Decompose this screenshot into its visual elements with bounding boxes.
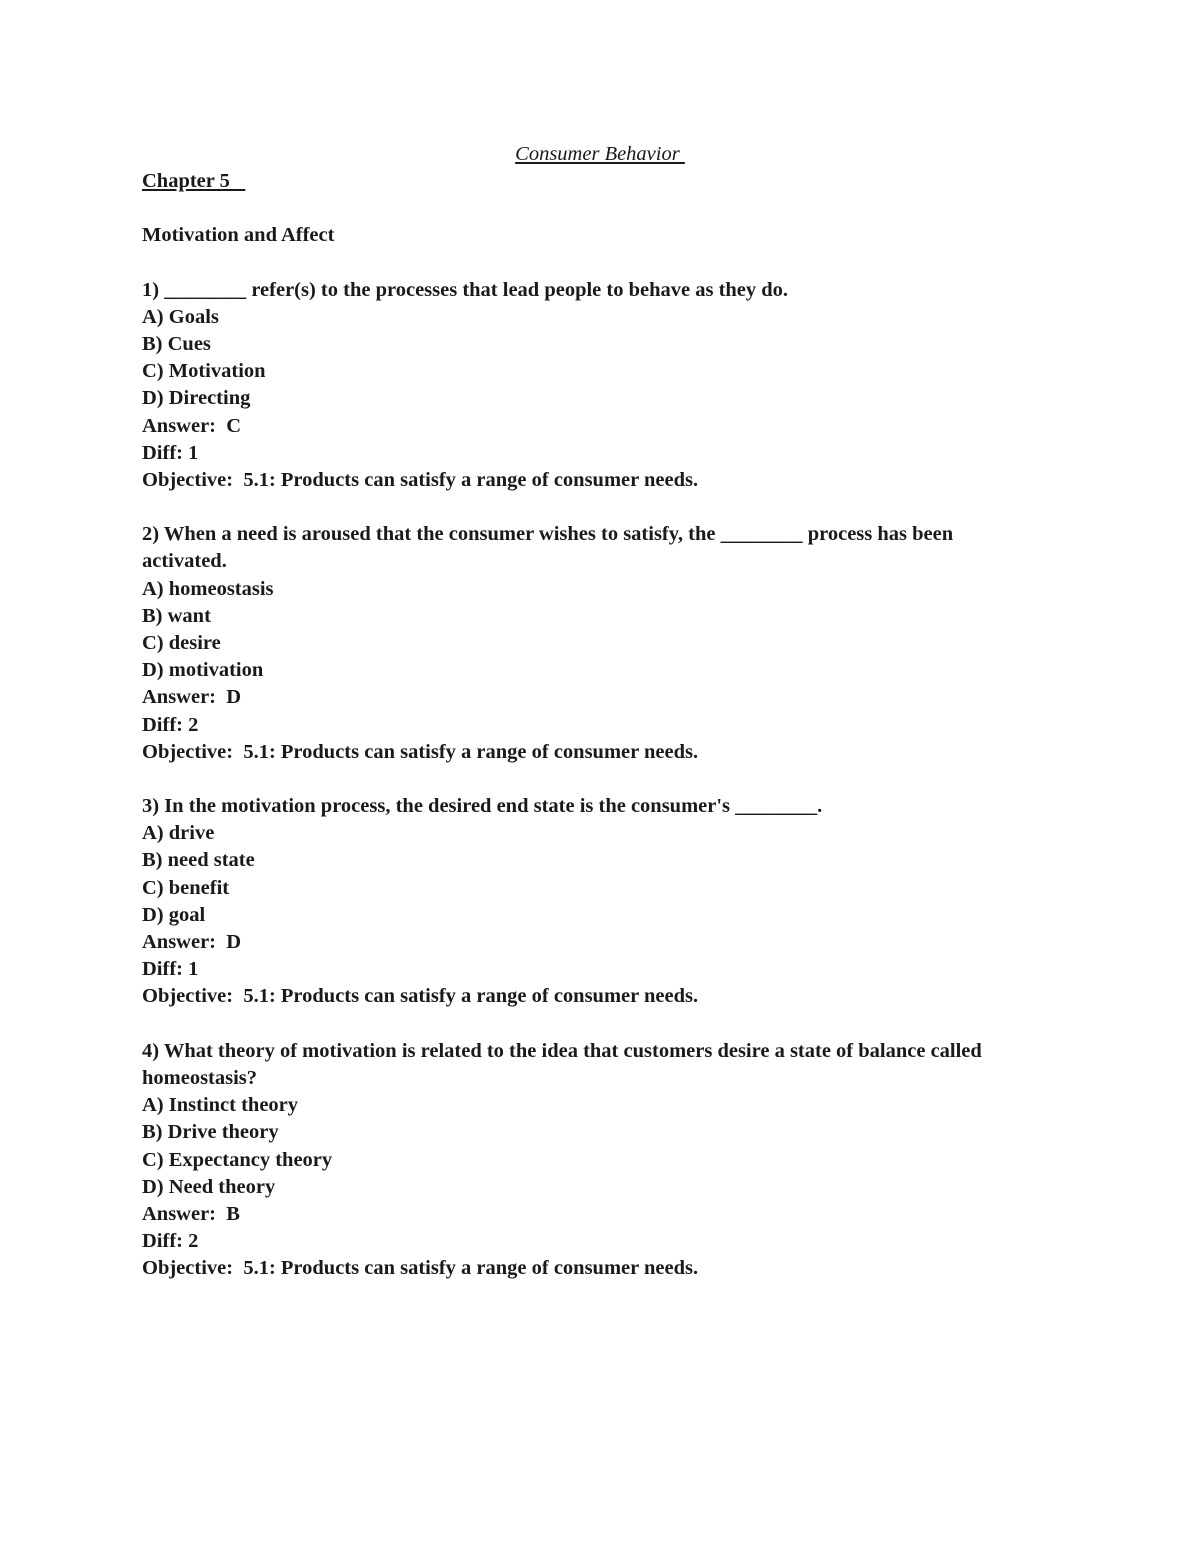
answer-option-a: A) Instinct theory	[142, 1094, 299, 1117]
objective: Objective: 5.1: Products can satisfy a range of consumer needs.	[142, 469, 699, 492]
answer-key: Answer: D	[142, 686, 242, 709]
answer-option-d: D) motivation	[142, 659, 264, 682]
objective: Objective: 5.1: Products can satisfy a range of consumer needs.	[142, 1257, 699, 1280]
answer-option-d: D) goal	[142, 903, 206, 926]
question-text: 1) ________ refer(s) to the processes that lead people to behave as they do.	[142, 278, 789, 301]
difficulty: Diff: 1	[142, 441, 199, 464]
answer-option-d: D) Need theory	[142, 1175, 276, 1198]
answer-key: Answer: B	[142, 1202, 240, 1225]
question-2	[142, 521, 1062, 766]
question-text: 4) What theory of motivation is related to the idea that customers desire a state of balance called homeostasis?	[142, 1039, 987, 1089]
answer-option-a: A) drive	[142, 822, 215, 845]
answer-option-d: D) Directing	[142, 387, 251, 410]
question-text: 3) In the motivation process, the desired end state is the consumer's ________.	[142, 795, 823, 818]
question-3	[142, 793, 1062, 1011]
answer-option-a: A) homeostasis	[142, 577, 274, 600]
answer-option-a: A) Goals	[142, 305, 219, 328]
answer-option-c: C) benefit	[142, 876, 230, 899]
answer-option-c: C) Motivation	[142, 360, 266, 383]
answer-option-b: B) Cues	[142, 333, 211, 356]
objective: Objective: 5.1: Products can satisfy a range of consumer needs.	[142, 740, 699, 763]
answer-option-b: B) want	[142, 604, 211, 627]
answer-option-b: B) need state	[142, 849, 255, 872]
answer-key: Answer: C	[142, 414, 242, 437]
difficulty: Diff: 2	[142, 713, 199, 736]
difficulty: Diff: 1	[142, 958, 199, 981]
question-1	[142, 277, 1062, 495]
answer-option-c: C) desire	[142, 632, 221, 655]
document-content	[142, 141, 1062, 1310]
objective: Objective: 5.1: Products can satisfy a range of consumer needs.	[142, 985, 699, 1008]
difficulty: Diff: 2	[142, 1230, 199, 1253]
chapter-heading: Chapter 5	[142, 170, 246, 193]
question-text: 2) When a need is aroused that the consumer wishes to satisfy, the ________ process has been activated.	[142, 523, 959, 573]
document-title: Consumer Behavior	[515, 143, 685, 165]
answer-option-c: C) Expectancy theory	[142, 1148, 333, 1171]
answer-key: Answer: D	[142, 931, 242, 954]
question-4	[142, 1038, 1062, 1283]
section-heading: Motivation and Affect	[142, 224, 335, 247]
answer-option-b: B) Drive theory	[142, 1121, 279, 1144]
